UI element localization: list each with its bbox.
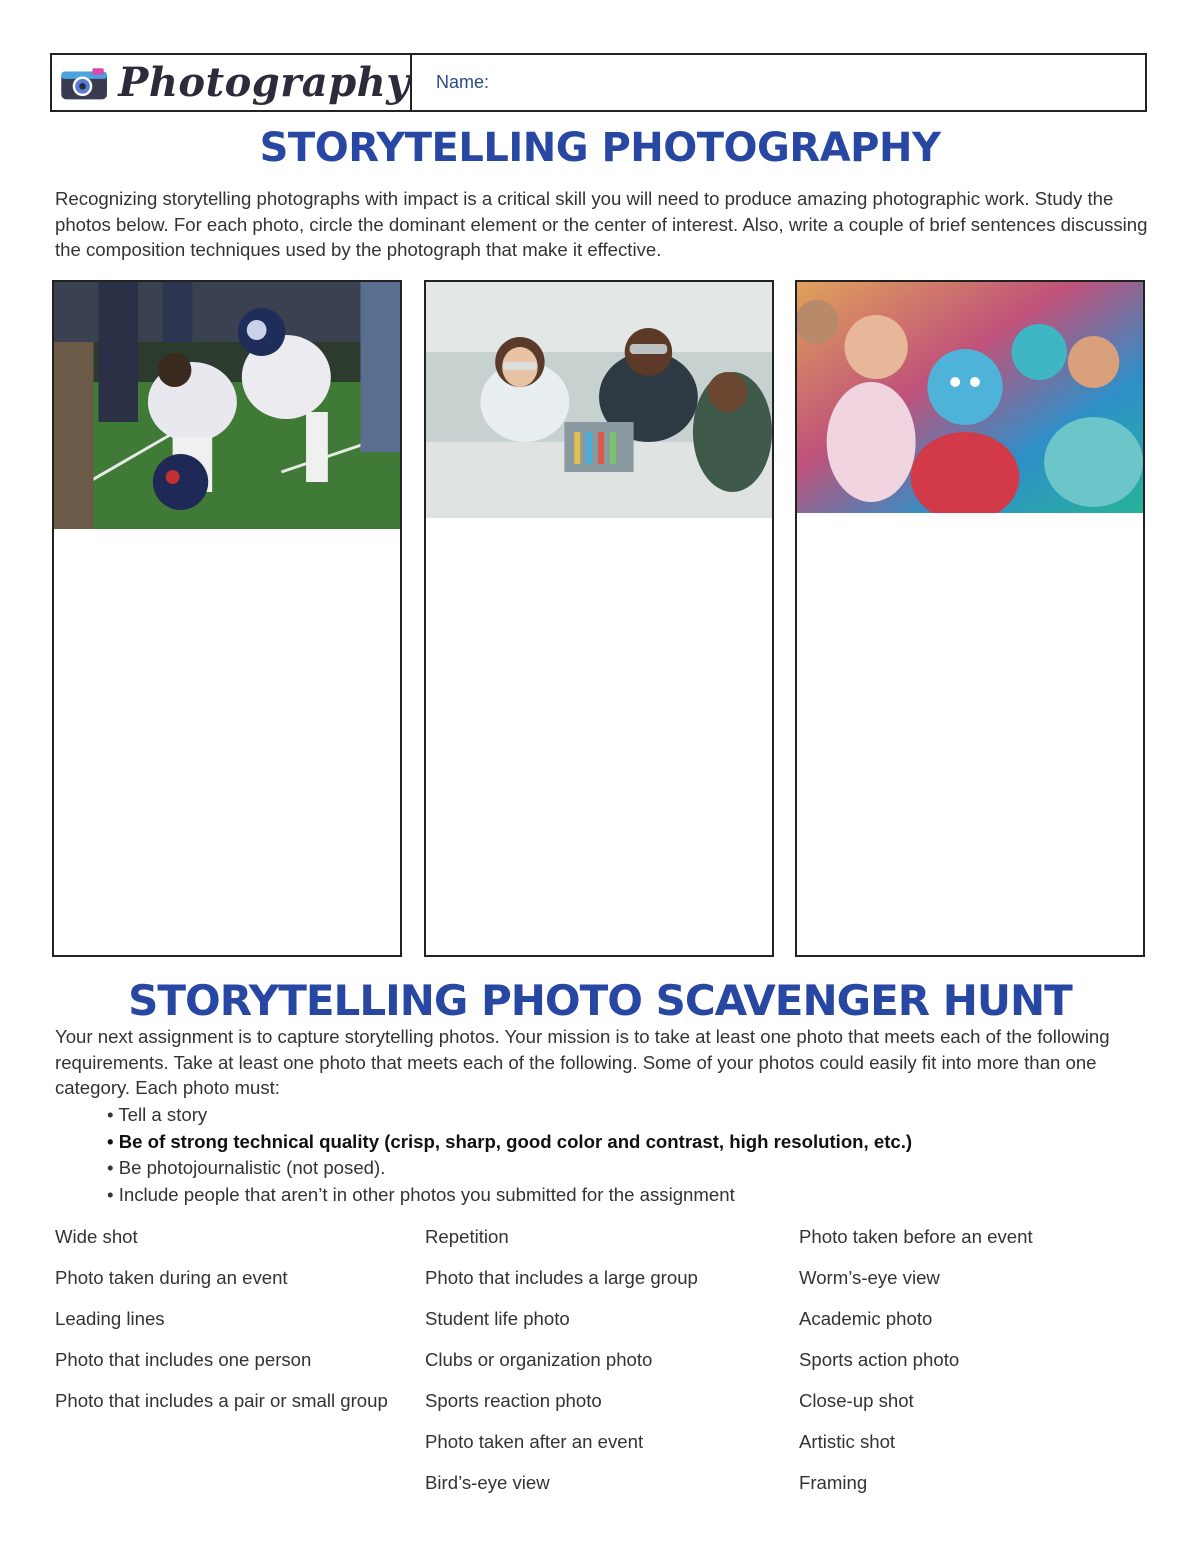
brand-title: Photography: [118, 59, 410, 106]
shot-item: Sports action photo: [799, 1349, 960, 1370]
photo-box-lab[interactable]: [424, 280, 774, 957]
photo-box-festival[interactable]: [795, 280, 1145, 957]
brand: [52, 55, 412, 110]
shot-item: Photo that includes a large group: [425, 1267, 698, 1288]
shot-item: Photo that includes one person: [55, 1349, 312, 1370]
shot-list-column-1: [55, 1225, 395, 1430]
football-photo: [54, 282, 400, 529]
section-title-scavenger-hunt: STORYTELLING PHOTO SCAVENGER HUNT: [128, 976, 1072, 1025]
shot-item: Photo taken before an event: [799, 1226, 1033, 1247]
photo-requirements-list: [107, 1102, 912, 1208]
photo-box-football[interactable]: [52, 280, 402, 957]
shot-item: Artistic shot: [799, 1431, 896, 1452]
requirement-item: • Be of strong technical quality (crisp, sharp, good color and contrast, high resolution, etc.): [107, 1129, 912, 1156]
shot-item: Close-up shot: [799, 1390, 914, 1411]
festival-photo: [797, 282, 1143, 513]
section-title-storytelling: STORYTELLING PHOTOGRAPHY: [259, 125, 941, 171]
intro-paragraph: Recognizing storytelling photographs with impact is a critical skill you will need to produce amazing photographic work. Study the photos below. For each photo, circle the dominant element or the center of interest. Also, write a couple of brief sentences discussing the composition techniques used by the photograph that make it effective.: [55, 188, 1148, 260]
worksheet-header: [50, 53, 1147, 112]
requirement-item: • Tell a story: [107, 1102, 912, 1129]
shot-item: Repetition: [425, 1226, 509, 1247]
shot-item: Bird’s-eye view: [425, 1472, 550, 1493]
shot-item: Academic photo: [799, 1308, 933, 1329]
shot-item: Sports reaction photo: [425, 1390, 602, 1411]
camera-logo-icon: [58, 59, 110, 107]
shot-list-column-2: [425, 1225, 765, 1512]
requirement-item: • Include people that aren’t in other photos you submitted for the assignment: [107, 1182, 912, 1209]
shot-list-column-3: [799, 1225, 1139, 1512]
name-field[interactable]: [412, 55, 1145, 110]
shot-item: Photo that includes a pair or small group: [55, 1390, 388, 1411]
shot-item: Wide shot: [55, 1226, 138, 1247]
shot-item: Student life photo: [425, 1308, 570, 1329]
shot-item: Photo taken after an event: [425, 1431, 644, 1452]
shot-item: Framing: [799, 1472, 868, 1493]
requirement-item: • Be photojournalistic (not posed).: [107, 1155, 912, 1182]
shot-item: Worm’s-eye view: [799, 1267, 940, 1288]
shot-item: Leading lines: [55, 1308, 165, 1329]
scavenger-intro-paragraph: Your next assignment is to capture storytelling photos. Your mission is to take at least one photo that meets each of the following requirements. Take at least one photo that meets each of the following. Some of your photos could easily fit into more than one category. Each photo must:: [55, 1026, 1110, 1098]
shot-item: Photo taken during an event: [55, 1267, 288, 1288]
name-label: Name:: [436, 72, 490, 92]
lab-photo: [426, 282, 772, 518]
shot-item: Clubs or organization photo: [425, 1349, 653, 1370]
